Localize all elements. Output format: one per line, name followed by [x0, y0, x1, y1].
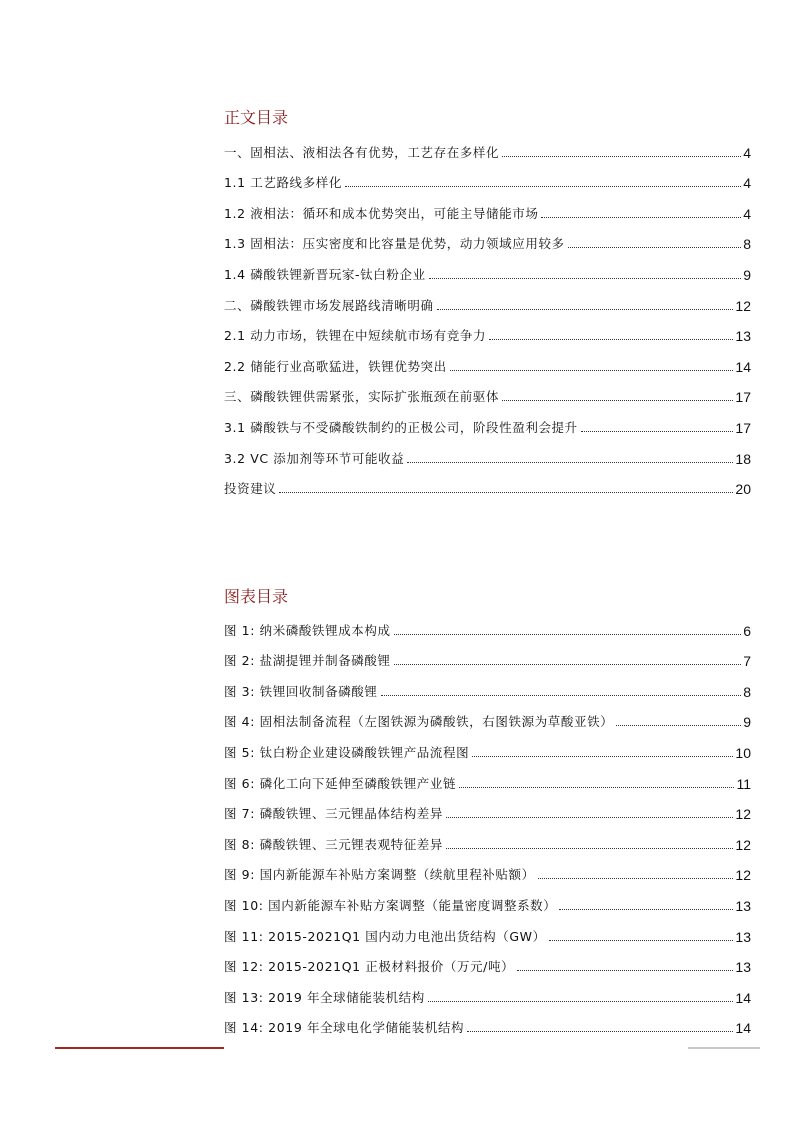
dot-leader — [489, 339, 733, 340]
dot-leader — [446, 848, 733, 849]
figure-entry[interactable] — [224, 858, 751, 889]
page-number: 14 — [735, 1020, 751, 1037]
entry-label: 2.2 储能行业高歌猛进，铁锂优势突出 — [224, 358, 447, 374]
dot-leader — [472, 756, 733, 757]
entry-label: 一、固相法、液相法各有优势，工艺存在多样化 — [224, 144, 500, 160]
dot-leader — [381, 695, 742, 696]
entry-label: 图 7: 磷酸铁锂、三元锂晶体结构差异 — [224, 806, 444, 822]
dot-leader — [459, 787, 734, 788]
dot-leader — [517, 970, 733, 971]
toc-entry[interactable] — [224, 472, 751, 503]
toc-entry[interactable] — [224, 441, 751, 472]
entry-label: 1.4 磷酸铁锂新晋玩家-钛白粉企业 — [224, 266, 426, 282]
dot-leader — [541, 217, 741, 218]
dot-leader — [407, 462, 733, 463]
page-number: 10 — [735, 744, 751, 761]
entry-label: 二、磷酸铁锂市场发展路线清晰明确 — [224, 297, 434, 313]
entry-label: 3.1 磷酸铁与不受磷酸铁制约的正极公司，阶段性盈利会提升 — [224, 419, 578, 435]
dot-leader — [502, 400, 733, 401]
dot-leader — [581, 431, 734, 432]
toc-entry[interactable] — [224, 319, 751, 350]
figure-entry[interactable] — [224, 950, 751, 981]
figure-entry[interactable] — [224, 705, 751, 736]
figure-entry[interactable] — [224, 766, 751, 797]
dot-leader — [437, 309, 734, 310]
page-number: 17 — [735, 419, 751, 436]
dot-leader — [568, 247, 742, 248]
dot-leader — [467, 1031, 733, 1032]
footer-gray-line — [688, 1047, 760, 1049]
page-number: 13 — [735, 928, 751, 945]
toc-entry[interactable] — [224, 349, 751, 380]
page-number: 17 — [735, 389, 751, 406]
page-number: 4 — [743, 144, 751, 161]
page-number: 4 — [743, 205, 751, 222]
page-number: 6 — [743, 622, 751, 639]
dot-leader — [394, 634, 742, 635]
toc-entry[interactable] — [224, 380, 751, 411]
entry-label: 图 8: 磷酸铁锂、三元锂表观特征差异 — [224, 836, 444, 852]
page-number: 8 — [743, 683, 751, 700]
toc-entry[interactable] — [224, 410, 751, 441]
page-number: 14 — [735, 358, 751, 375]
page-number: 13 — [735, 328, 751, 345]
page-number: 13 — [735, 897, 751, 914]
entry-label: 投资建议 — [224, 481, 277, 497]
entry-label: 1.1 工艺路线多样化 — [224, 175, 342, 191]
dot-leader — [559, 909, 733, 910]
figure-entry[interactable] — [224, 613, 751, 644]
figure-entry[interactable] — [224, 674, 751, 705]
toc-list — [224, 135, 751, 502]
page-number: 9 — [743, 266, 751, 283]
page-number: 13 — [735, 959, 751, 976]
figure-entry[interactable] — [224, 827, 751, 858]
page-number: 12 — [735, 806, 751, 823]
page-number: 20 — [735, 481, 751, 498]
toc-entry[interactable] — [224, 196, 751, 227]
dot-leader — [538, 878, 734, 879]
page-number: 4 — [743, 175, 751, 192]
dot-leader — [549, 940, 734, 941]
page-number: 18 — [735, 450, 751, 467]
footer-red-line — [55, 1047, 224, 1049]
entry-label: 图 9: 国内新能源车补贴方案调整（续航里程补贴额） — [224, 867, 535, 883]
entry-label: 图 10: 国内新能源车补贴方案调整（能量密度调整系数） — [224, 897, 557, 913]
toc-entry[interactable] — [224, 135, 751, 166]
page-number: 12 — [735, 297, 751, 314]
entry-label: 图 11: 2015-2021Q1 国内动力电池出货结构（GW） — [224, 928, 546, 944]
page-number: 7 — [743, 653, 751, 670]
figures-title: 图表目录 — [224, 587, 289, 606]
figure-entry[interactable] — [224, 919, 751, 950]
page-number: 12 — [735, 836, 751, 853]
dot-leader — [428, 1001, 734, 1002]
figure-entry[interactable] — [224, 980, 751, 1011]
entry-label: 图 6: 磷化工向下延伸至磷酸铁锂产业链 — [224, 775, 457, 791]
entry-label: 图 4: 固相法制备流程（左图铁源为磷酸铁，右图铁源为草酸亚铁） — [224, 714, 614, 730]
entry-label: 图 13: 2019 年全球储能装机结构 — [224, 989, 425, 1005]
entry-label: 1.3 固相法：压实密度和比容量是优势，动力领域应用较多 — [224, 236, 565, 252]
dot-leader — [345, 186, 741, 187]
dot-leader — [616, 725, 741, 726]
entry-label: 图 3: 铁锂回收制备磷酸锂 — [224, 683, 378, 699]
dot-leader — [502, 156, 741, 157]
page-number: 14 — [735, 989, 751, 1006]
toc-entry[interactable] — [224, 257, 751, 288]
page-number: 8 — [743, 236, 751, 253]
figures-list — [224, 613, 751, 1041]
figure-entry[interactable] — [224, 644, 751, 675]
dot-leader — [446, 817, 733, 818]
entry-label: 图 5: 钛白粉企业建设磷酸铁锂产品流程图 — [224, 744, 470, 760]
entry-label: 图 14: 2019 年全球电化学储能装机结构 — [224, 1020, 465, 1036]
dot-leader — [429, 278, 742, 279]
toc-entry[interactable] — [224, 166, 751, 197]
figure-entry[interactable] — [224, 888, 751, 919]
page-number: 9 — [743, 714, 751, 731]
figure-entry[interactable] — [224, 797, 751, 828]
dot-leader — [450, 370, 734, 371]
toc-title: 正文目录 — [224, 108, 289, 127]
dot-leader — [279, 492, 733, 493]
page-number: 11 — [736, 775, 751, 792]
entry-label: 图 2: 盐湖提锂并制备磷酸锂 — [224, 653, 391, 669]
toc-entry[interactable] — [224, 288, 751, 319]
entry-label: 3.2 VC 添加剂等环节可能收益 — [224, 450, 405, 466]
entry-label: 图 12: 2015-2021Q1 正极材料报价（万元/吨） — [224, 959, 515, 975]
dot-leader — [394, 664, 742, 665]
figure-entry[interactable] — [224, 735, 751, 766]
entry-label: 2.1 动力市场，铁锂在中短续航市场有竞争力 — [224, 328, 487, 344]
toc-entry[interactable] — [224, 227, 751, 258]
figure-entry[interactable] — [224, 1011, 751, 1042]
entry-label: 1.2 液相法：循环和成本优势突出，可能主导储能市场 — [224, 205, 539, 221]
entry-label: 图 1: 纳米磷酸铁锂成本构成 — [224, 622, 391, 638]
page-number: 12 — [735, 867, 751, 884]
entry-label: 三、磷酸铁锂供需紧张，实际扩张瓶颈在前驱体 — [224, 389, 500, 405]
